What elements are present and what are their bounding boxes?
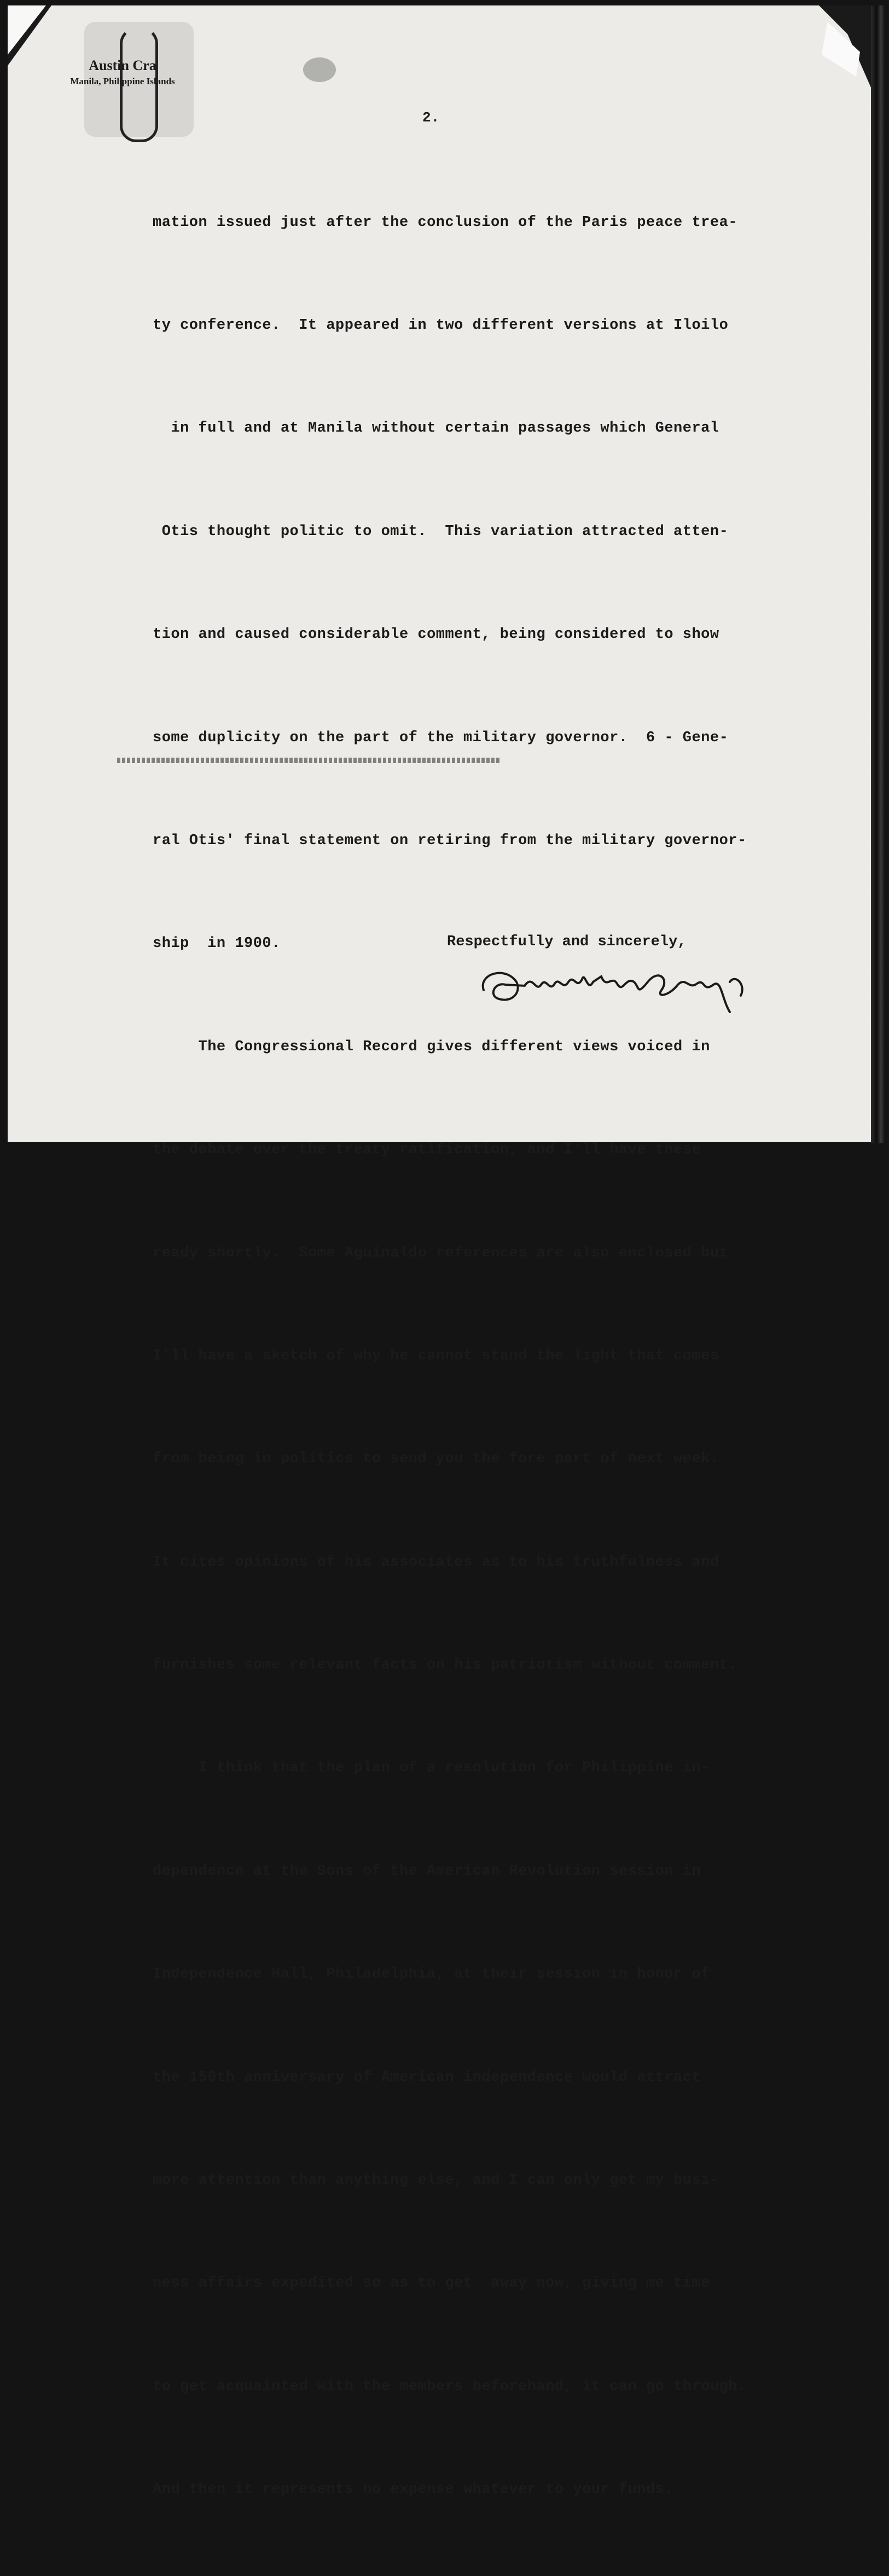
letter-page <box>8 5 871 2498</box>
body-line: I'll have a sketch of why he cannot stand the light that comes <box>153 1347 719 1364</box>
body-line: I think that the plan of a resolution for Philippine in- <box>153 1760 710 1777</box>
body-line: tion and caused considerable comment, being considered to show <box>153 626 719 643</box>
body-line: furnishes some relevant facts on his patriotism without comment. <box>153 1657 737 1674</box>
body-line: ral Otis' final statement on retiring from the military governor- <box>153 832 747 849</box>
body-line: ness affairs expedited so as to get away now, giving me time <box>153 2275 710 2292</box>
body-line: It cites opinions of his associates as to his truthfulness and <box>153 1554 719 1571</box>
body-line: some duplicity on the part of the military governor. 6 - Gene- <box>153 729 729 746</box>
body-line: ready shortly. Some Aguinaldo references are also enclosed but <box>153 1245 729 1261</box>
letterhead-name: Austin Cra <box>89 57 156 73</box>
body-line: ship in 1900. <box>153 935 281 952</box>
body-line: the debate over the treaty ratification, and I'll have these <box>153 1142 701 1159</box>
body-line: the 150th anniversary of American independence would attract <box>153 2069 701 2086</box>
body-line: from being in politics to send you the fore part of next week. <box>153 1451 719 1468</box>
typed-strikethrough <box>117 758 500 763</box>
signature-icon <box>473 952 801 1017</box>
body-line: And then it represents no expense whatever to your funds. <box>153 2481 674 2498</box>
page-number: 2. <box>422 109 440 126</box>
letterhead <box>51 57 194 87</box>
body-line: in full and at Manila without certain passages which General <box>153 420 719 437</box>
scan-edge <box>871 5 885 1143</box>
body-line: Independence Hall, Philadelphia, at their session in honor of <box>153 1966 710 1983</box>
body-line: Otis thought politic to omit. This variation attracted atten- <box>153 523 729 540</box>
body-line: more attention than anything else, and I can only get my busi- <box>153 2172 719 2189</box>
body-line: The Congressional Record gives different views voiced in <box>153 1038 710 1055</box>
ink-smudge <box>303 57 336 82</box>
body-line: mation issued just after the conclusion of the Paris peace trea- <box>153 214 737 231</box>
letter-body <box>153 137 831 2576</box>
folded-corner-top-left <box>8 5 46 55</box>
body-line: ty conference. It appeared in two different versions at Iloilo <box>153 317 729 334</box>
body-line: dependence at the Sons of the American Revolution session in <box>153 1863 701 1880</box>
body-line: to get acquainted with the members beforehand, it can go through. <box>153 2378 747 2395</box>
closing-line: Respectfully and sincerely, <box>447 934 687 950</box>
letterhead-place: Manila, Philippine Islands <box>70 76 175 86</box>
